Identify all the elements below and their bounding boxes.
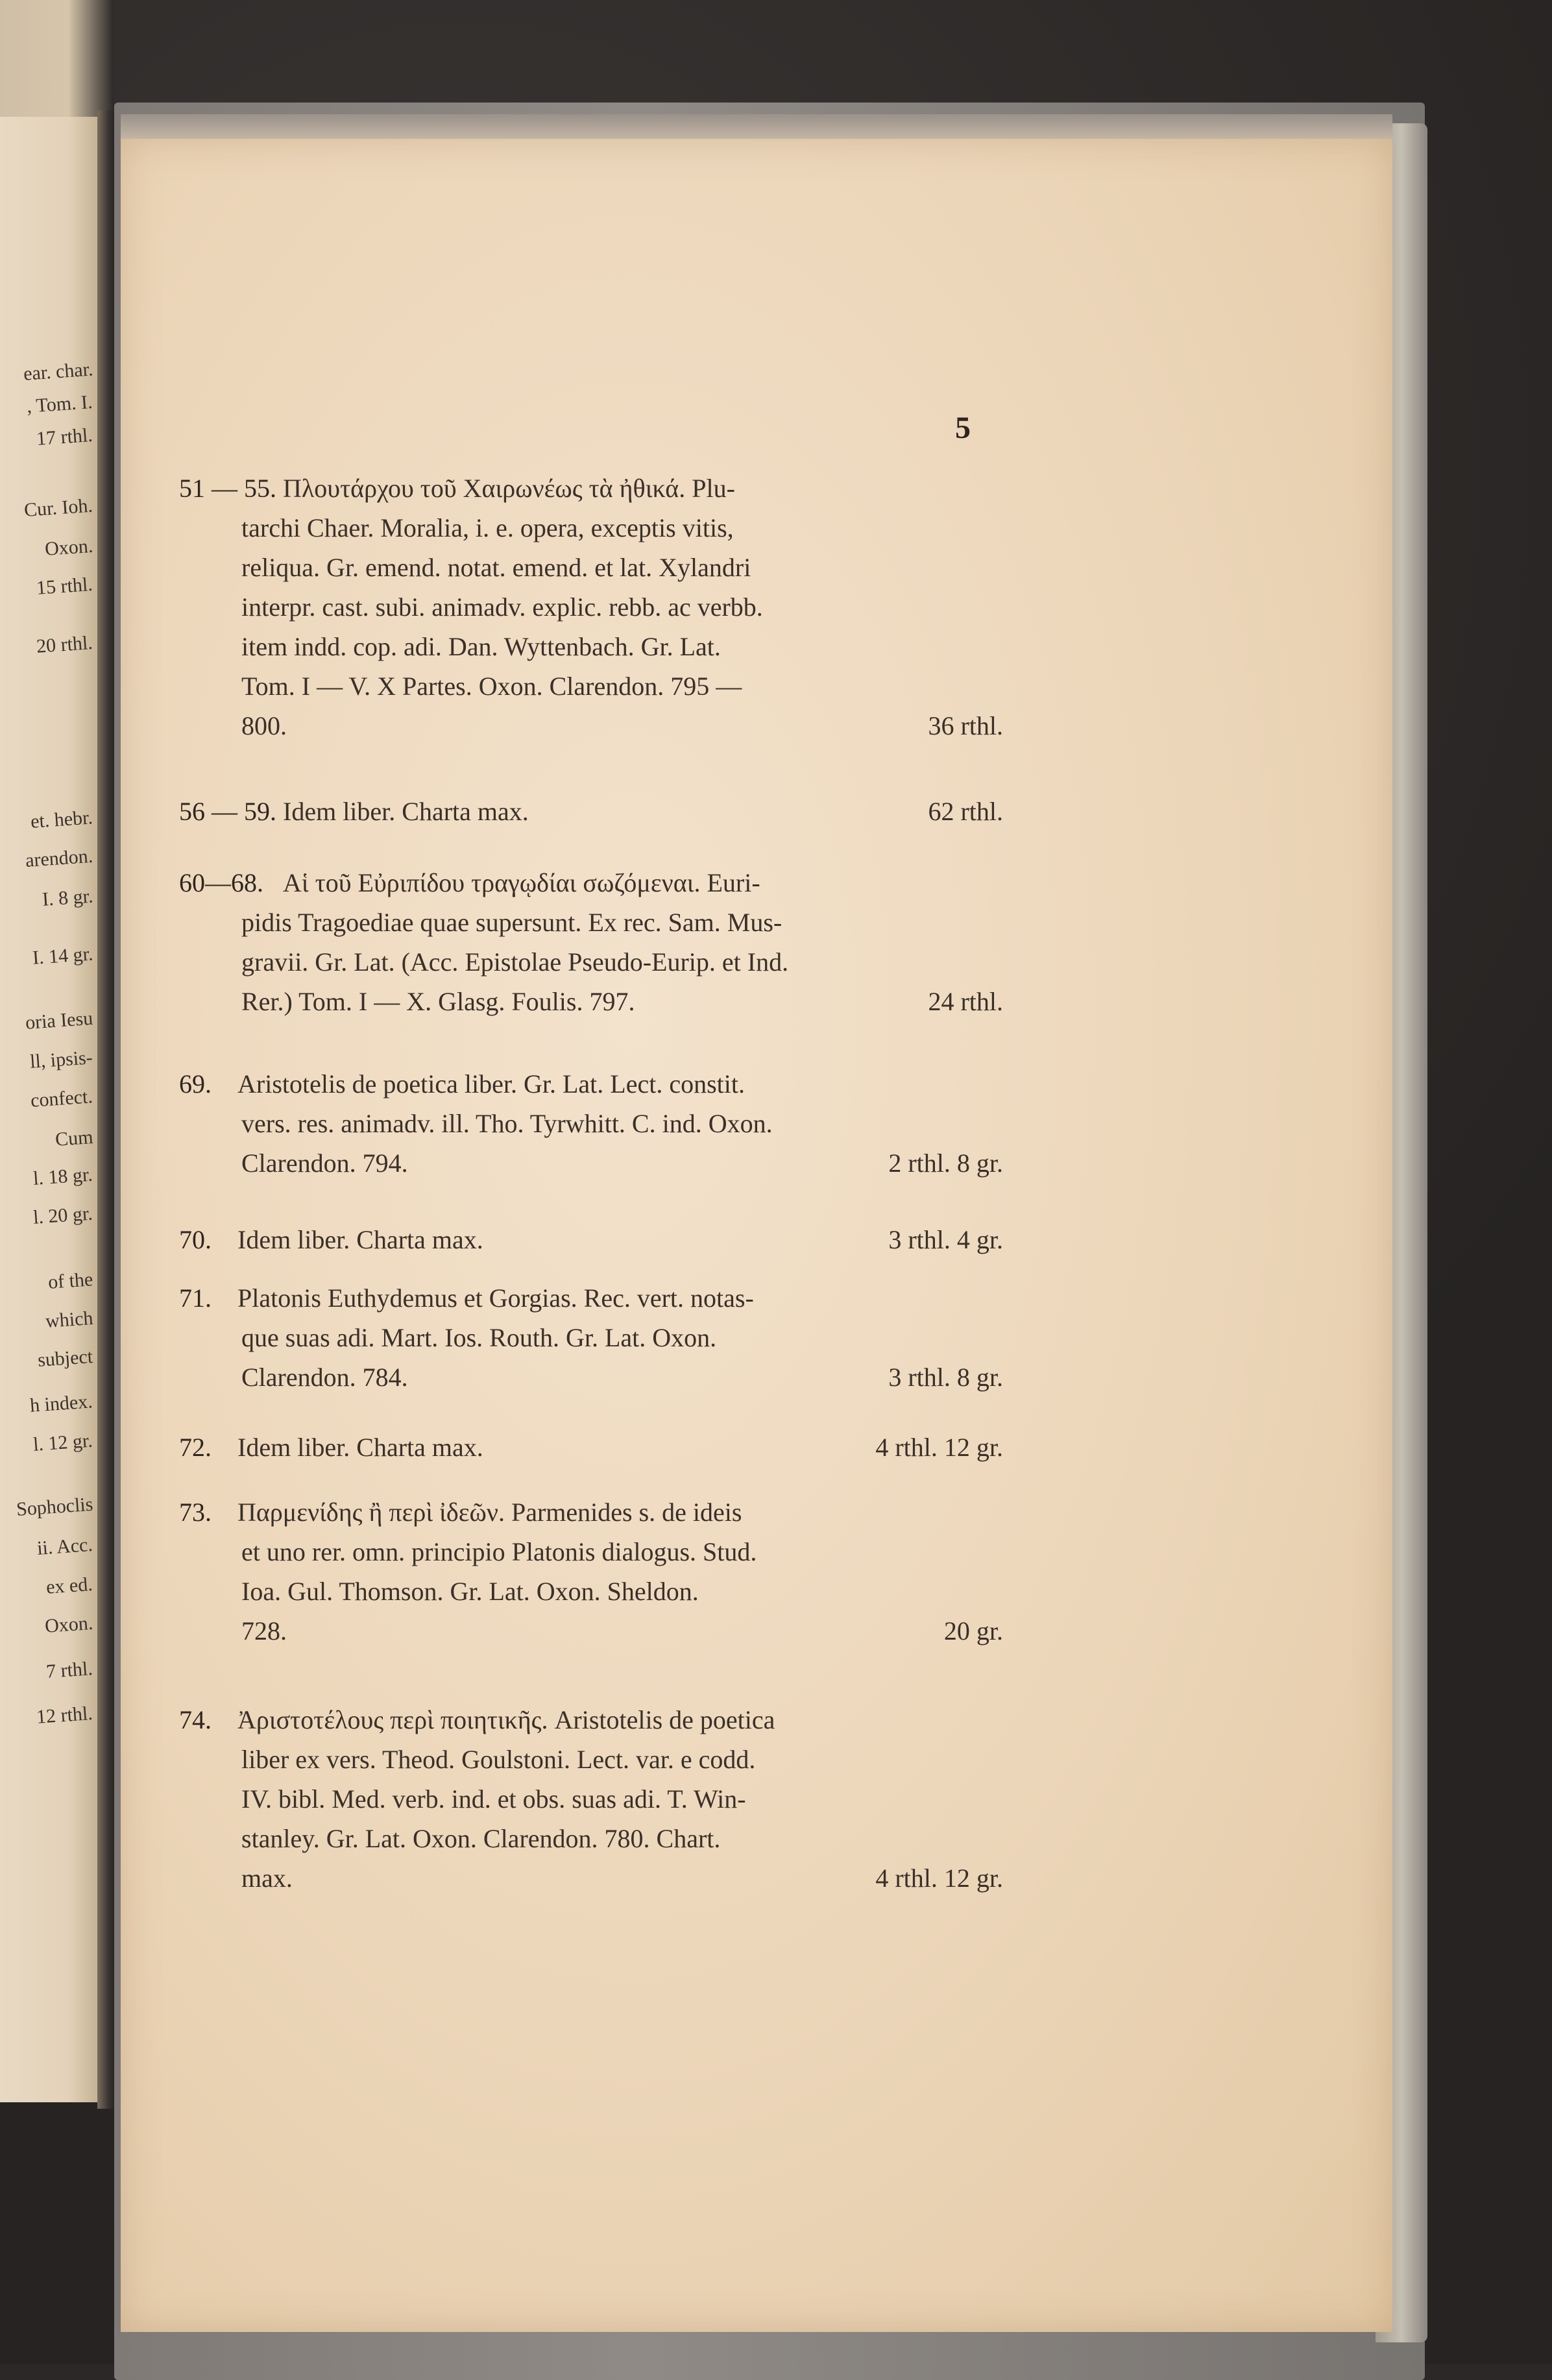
entry-price: 2 rthl. 8 gr. [888, 1148, 1003, 1178]
entry-number: 60—68. [179, 868, 263, 897]
facing-page-fragment: , Tom. I. [26, 391, 94, 417]
catalogue-entry [179, 1064, 1003, 1183]
entry-line [179, 1427, 1003, 1467]
facing-page-fragment: 7 rthl. [45, 1658, 94, 1682]
facing-page-fragment: confect. [30, 1086, 94, 1111]
entry-text: Ioa. Gul. Thomson. Gr. Lat. Oxon. Sheldon. [241, 1577, 699, 1606]
facing-page-fragment: Cum [54, 1126, 94, 1150]
entry-price: 4 rthl. 12 gr. [875, 1433, 1003, 1462]
entry-number: 70. [179, 1225, 212, 1254]
entry-line [179, 468, 1003, 508]
catalogue-entry [179, 1700, 1003, 1898]
entry-text: Idem liber. Charta max. [237, 1433, 483, 1462]
facing-page-fragment: 15 rthl. [36, 573, 94, 599]
entry-line [179, 1740, 1003, 1779]
facing-page-fragment: ll, ipsis- [29, 1047, 94, 1073]
entry-text: item indd. cop. adi. Dan. Wyttenbach. Gr. Lat. [241, 632, 721, 661]
facing-page-fragment: oria Iesu [24, 1007, 94, 1034]
entry-line [179, 1819, 1003, 1858]
entry-line [179, 1700, 1003, 1740]
facing-page-fragment: ii. Acc. [36, 1534, 94, 1559]
entry-text: 728. [241, 1616, 287, 1645]
entry-line [179, 1858, 1003, 1898]
entry-line [179, 1143, 1003, 1183]
catalogue-entry [179, 1492, 1003, 1651]
entry-text: Παρμενίδης ἢ περὶ ἰδεῶν. Parmenides s. de ideis [237, 1498, 742, 1527]
entry-text: stanley. Gr. Lat. Oxon. Clarendon. 780. Chart. [241, 1824, 721, 1853]
entry-text: Πλουτάρχου τοῦ Χαιρωνέως τὰ ἠθικά. Plu- [283, 474, 735, 503]
catalogue-entry [179, 792, 1003, 831]
entry-line [179, 627, 1003, 666]
entry-text: tarchi Chaer. Moralia, i. e. opera, exceptis vitis, [241, 513, 734, 542]
catalogue-entry [179, 1427, 1003, 1467]
facing-page-fragment: I. 8 gr. [41, 885, 94, 910]
catalogue-entry [179, 1278, 1003, 1397]
entry-line [179, 1064, 1003, 1104]
entry-number: 73. [179, 1498, 212, 1527]
entry-text: max. [241, 1864, 293, 1893]
entry-price: 20 gr. [943, 1616, 1003, 1645]
entry-line [179, 1104, 1003, 1143]
entry-line [179, 1532, 1003, 1572]
page-number: 5 [955, 411, 971, 445]
entry-text: Rer.) Tom. I — X. Glasg. Foulis. 797. [241, 987, 635, 1016]
entry-line [179, 706, 1003, 746]
facing-page-fragment: 17 rthl. [36, 424, 94, 450]
entry-number: 71. [179, 1283, 212, 1313]
entry-price: 4 rthl. 12 gr. [875, 1864, 1003, 1893]
entry-line [179, 903, 1003, 942]
entry-number: 56 — 59. [179, 797, 276, 826]
entry-price: 36 rthl. [928, 711, 1003, 740]
facing-page-fragment: I. 14 gr. [31, 943, 94, 969]
entry-line [179, 1278, 1003, 1318]
entry-line [179, 508, 1003, 548]
entry-price: 3 rthl. 8 gr. [888, 1363, 1003, 1392]
entry-line [179, 1318, 1003, 1357]
entry-number: 51 — 55. [179, 474, 276, 503]
entry-line [179, 863, 1003, 903]
facing-page-fragment: ear. char. [22, 358, 94, 385]
facing-page-fragment: et. hebr. [30, 807, 94, 832]
entry-text: Tom. I — V. X Partes. Oxon. Clarendon. 795 — [241, 672, 742, 701]
entry-line [179, 1220, 1003, 1259]
facing-page-fragment: Oxon. [43, 1612, 94, 1637]
entry-text: Clarendon. 784. [241, 1363, 408, 1392]
facing-page-fragment: arendon. [24, 845, 94, 871]
entry-line [179, 982, 1003, 1021]
facing-page-fragment: Cur. Ioh. [23, 494, 94, 521]
facing-page-fragment: l. 20 gr. [32, 1202, 94, 1228]
entry-line [179, 587, 1003, 627]
book-gutter [97, 110, 115, 2109]
entry-line [179, 942, 1003, 982]
catalogue-entry [179, 1220, 1003, 1259]
entry-number: 72. [179, 1433, 212, 1462]
entry-line [179, 1357, 1003, 1397]
entry-number: 74. [179, 1705, 212, 1734]
entry-line [179, 1779, 1003, 1819]
facing-page-fragment: 12 rthl. [36, 1702, 94, 1728]
entry-text: gravii. Gr. Lat. (Acc. Epistolae Pseudo-Eurip. et Ind. [241, 947, 789, 977]
entry-line [179, 666, 1003, 706]
entry-line [179, 792, 1003, 831]
entry-text: IV. bibl. Med. verb. ind. et obs. suas adi. T. Win- [241, 1784, 746, 1814]
entry-text: pidis Tragoediae quae supersunt. Ex rec. Sam. Mus- [241, 908, 782, 937]
facing-page-fragment: ex ed. [45, 1573, 94, 1598]
entry-text: 800. [241, 711, 287, 740]
entry-text: Clarendon. 794. [241, 1148, 408, 1178]
catalogue-entry [179, 863, 1003, 1021]
catalogue-entry [179, 468, 1003, 746]
entry-line [179, 1492, 1003, 1532]
previous-leaf-edge [0, 0, 114, 123]
entry-text: que suas adi. Mart. Ios. Routh. Gr. Lat. Oxon. [241, 1323, 717, 1352]
entry-price: 62 rthl. [928, 797, 1003, 826]
facing-page-fragment: subject [37, 1346, 94, 1371]
entry-text: Idem liber. Charta max. [237, 1225, 483, 1254]
entry-line [179, 548, 1003, 587]
facing-page-fragment: Sophoclis [15, 1493, 94, 1520]
entry-line [179, 1572, 1003, 1611]
facing-page-fragment: l. 18 gr. [32, 1163, 94, 1189]
facing-page-fragment: h index. [29, 1390, 94, 1416]
facing-page-fragment: Oxon. [43, 535, 94, 560]
entry-text: et uno rer. omn. principio Platonis dialogus. Stud. [241, 1537, 757, 1566]
entry-text: Platonis Euthydemus et Gorgias. Rec. vert. notas- [237, 1283, 754, 1313]
entry-text: Idem liber. Charta max. [283, 797, 529, 826]
entry-text: Aristotelis de poetica liber. Gr. Lat. Lect. constit. [237, 1069, 746, 1099]
entry-text: reliqua. Gr. emend. notat. emend. et lat. Xylandri [241, 553, 751, 582]
entry-price: 3 rthl. 4 gr. [888, 1225, 1003, 1254]
facing-page-fragment: which [44, 1307, 94, 1332]
entry-text: liber ex vers. Theod. Goulstoni. Lect. var. e codd. [241, 1745, 756, 1774]
entry-number: 69. [179, 1069, 212, 1099]
entry-text: Ἀριστοτέλους περὶ ποιητικῆς. Aristotelis de poetica [237, 1705, 775, 1734]
facing-page-fragment: l. 12 gr. [32, 1429, 94, 1455]
entry-price: 24 rthl. [928, 987, 1003, 1016]
facing-page-fragment: 20 rthl. [36, 631, 94, 657]
entry-text: interpr. cast. subi. animadv. explic. rebb. ac verbb. [241, 592, 763, 622]
facing-page-fragment: of the [47, 1269, 94, 1293]
facing-page [0, 117, 97, 2102]
entry-text: vers. res. animadv. ill. Tho. Tyrwhitt. C. ind. Oxon. [241, 1109, 773, 1138]
entry-text: Αἱ τοῦ Εὐριπίδου τραγῳδίαι σωζόμεναι. Euri- [283, 868, 760, 897]
entry-line [179, 1611, 1003, 1651]
